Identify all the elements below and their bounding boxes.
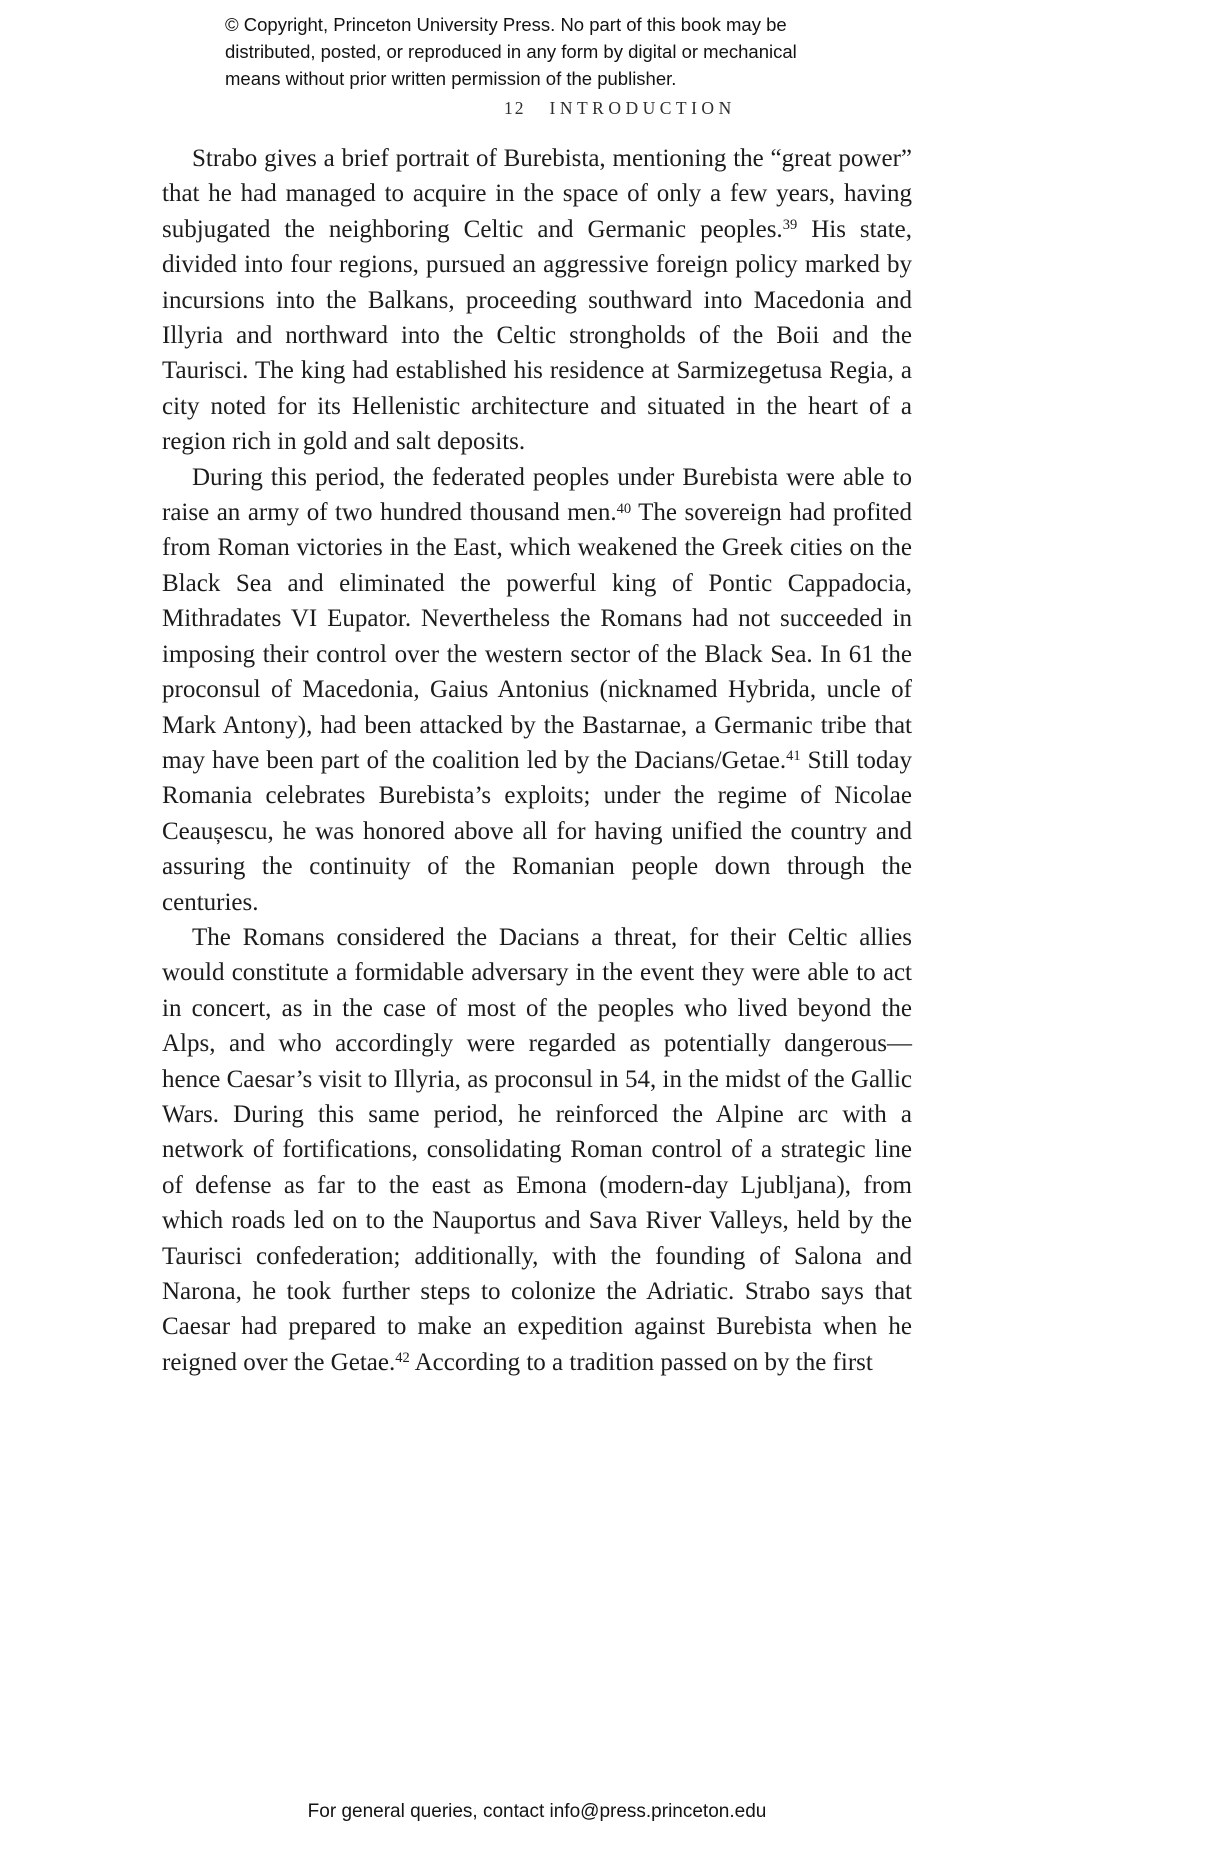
page-number: 12: [504, 98, 526, 118]
copyright-line: © Copyright, Princeton University Press. No part of this book may be: [225, 14, 787, 35]
footnote-ref-40: 40: [616, 500, 632, 517]
paragraph-text: The sovereign had profited from Roman victories in the East, which weakened the Greek cities on the Black Sea and eliminated the powerful king of Pontic Cappadocia, Mithradates VI Eupator. Nevertheless the Romans had not succeeded in imposing their control over the western sector of the Black Sea. In 61 the proconsul of Macedonia, Gaius Antonius (nicknamed Hybrida, uncle of Mark Antony), had been attacked by the Bastarnae, a Germanic tribe that may have been part of the coalition led by the Dacians/Getae.: [162, 499, 913, 774]
paragraph-text: Still today Romania celebrates Burebista’s exploits; under the regime of Nicolae Ceaușescu, he was honored above all for having unified the country and assuring the continuity of the Romanian people down through the centuries.: [162, 746, 912, 916]
paragraph-text: Strabo gives a brief portrait of Burebista, mentioning the “great power” that he had managed to acquire in the space of only a few years, having subjugated the neighboring Celtic and Germanic peoples.: [162, 145, 912, 243]
footer-text: For general queries, contact info@press.princeton.edu: [307, 1801, 767, 1822]
footnote-ref-42: 42: [395, 1350, 410, 1367]
footnote-ref-41: 41: [786, 748, 801, 765]
paragraph-text: According to a tradition passed on by the first: [409, 1348, 873, 1376]
paragraph: [162, 141, 912, 460]
running-head-title: INTRODUCTION: [549, 98, 736, 118]
copyright-line: distributed, posted, or reproduced in any form by digital or mechanical: [225, 41, 797, 62]
paragraph: [162, 460, 912, 920]
running-header: [504, 98, 736, 119]
page-footer: [162, 1801, 912, 1823]
copyright-line: means without prior written permission of the publisher.: [225, 68, 677, 89]
paragraph-text: During this period, the federated peoples under Burebista were able to raise an army of two hundred thousand men.: [162, 463, 912, 527]
footnote-ref-39: 39: [782, 217, 798, 234]
paragraph-text: The Romans considered the Dacians a threat, for their Celtic allies would constitute a formidable adversary in the event they were able to act in concert, as in the case of most of the peoples who lived beyond the Alps, and who accordingly were regarded as potentially dangerous—hence Caesar’s visit to Illyria, as proconsul in 54, in the midst of the Gallic Wars. During this same period, he reinforced the Alpine arc with a network of fortifications, consolidating Roman control of a strategic line of defense as far to the east as Emona (modern-day Ljubljana), from which roads led on to the Nauportus and Sava River Valleys, held by the Taurisci confederation; additionally, with the founding of Salona and Narona, he took further steps to colonize the Adriatic. Strabo says that Caesar had prepared to make an expedition against Burebista when he reigned over the Getae.: [162, 923, 912, 1376]
paragraph: [162, 920, 912, 1380]
paragraph-text: His state, divided into four regions, pursued an aggressive foreign policy marked by incursions into the Balkans, proceeding southward into Macedonia and Illyria and northward into the Celtic strongholds of the Boii and the Taurisci. The king had established his residence at Sarmizegetusa Regia, a city noted for its Hellenistic architecture and situated in the heart of a region rich in gold and salt deposits.: [162, 215, 912, 456]
body-text: [162, 141, 912, 1380]
copyright-notice: [225, 11, 797, 92]
